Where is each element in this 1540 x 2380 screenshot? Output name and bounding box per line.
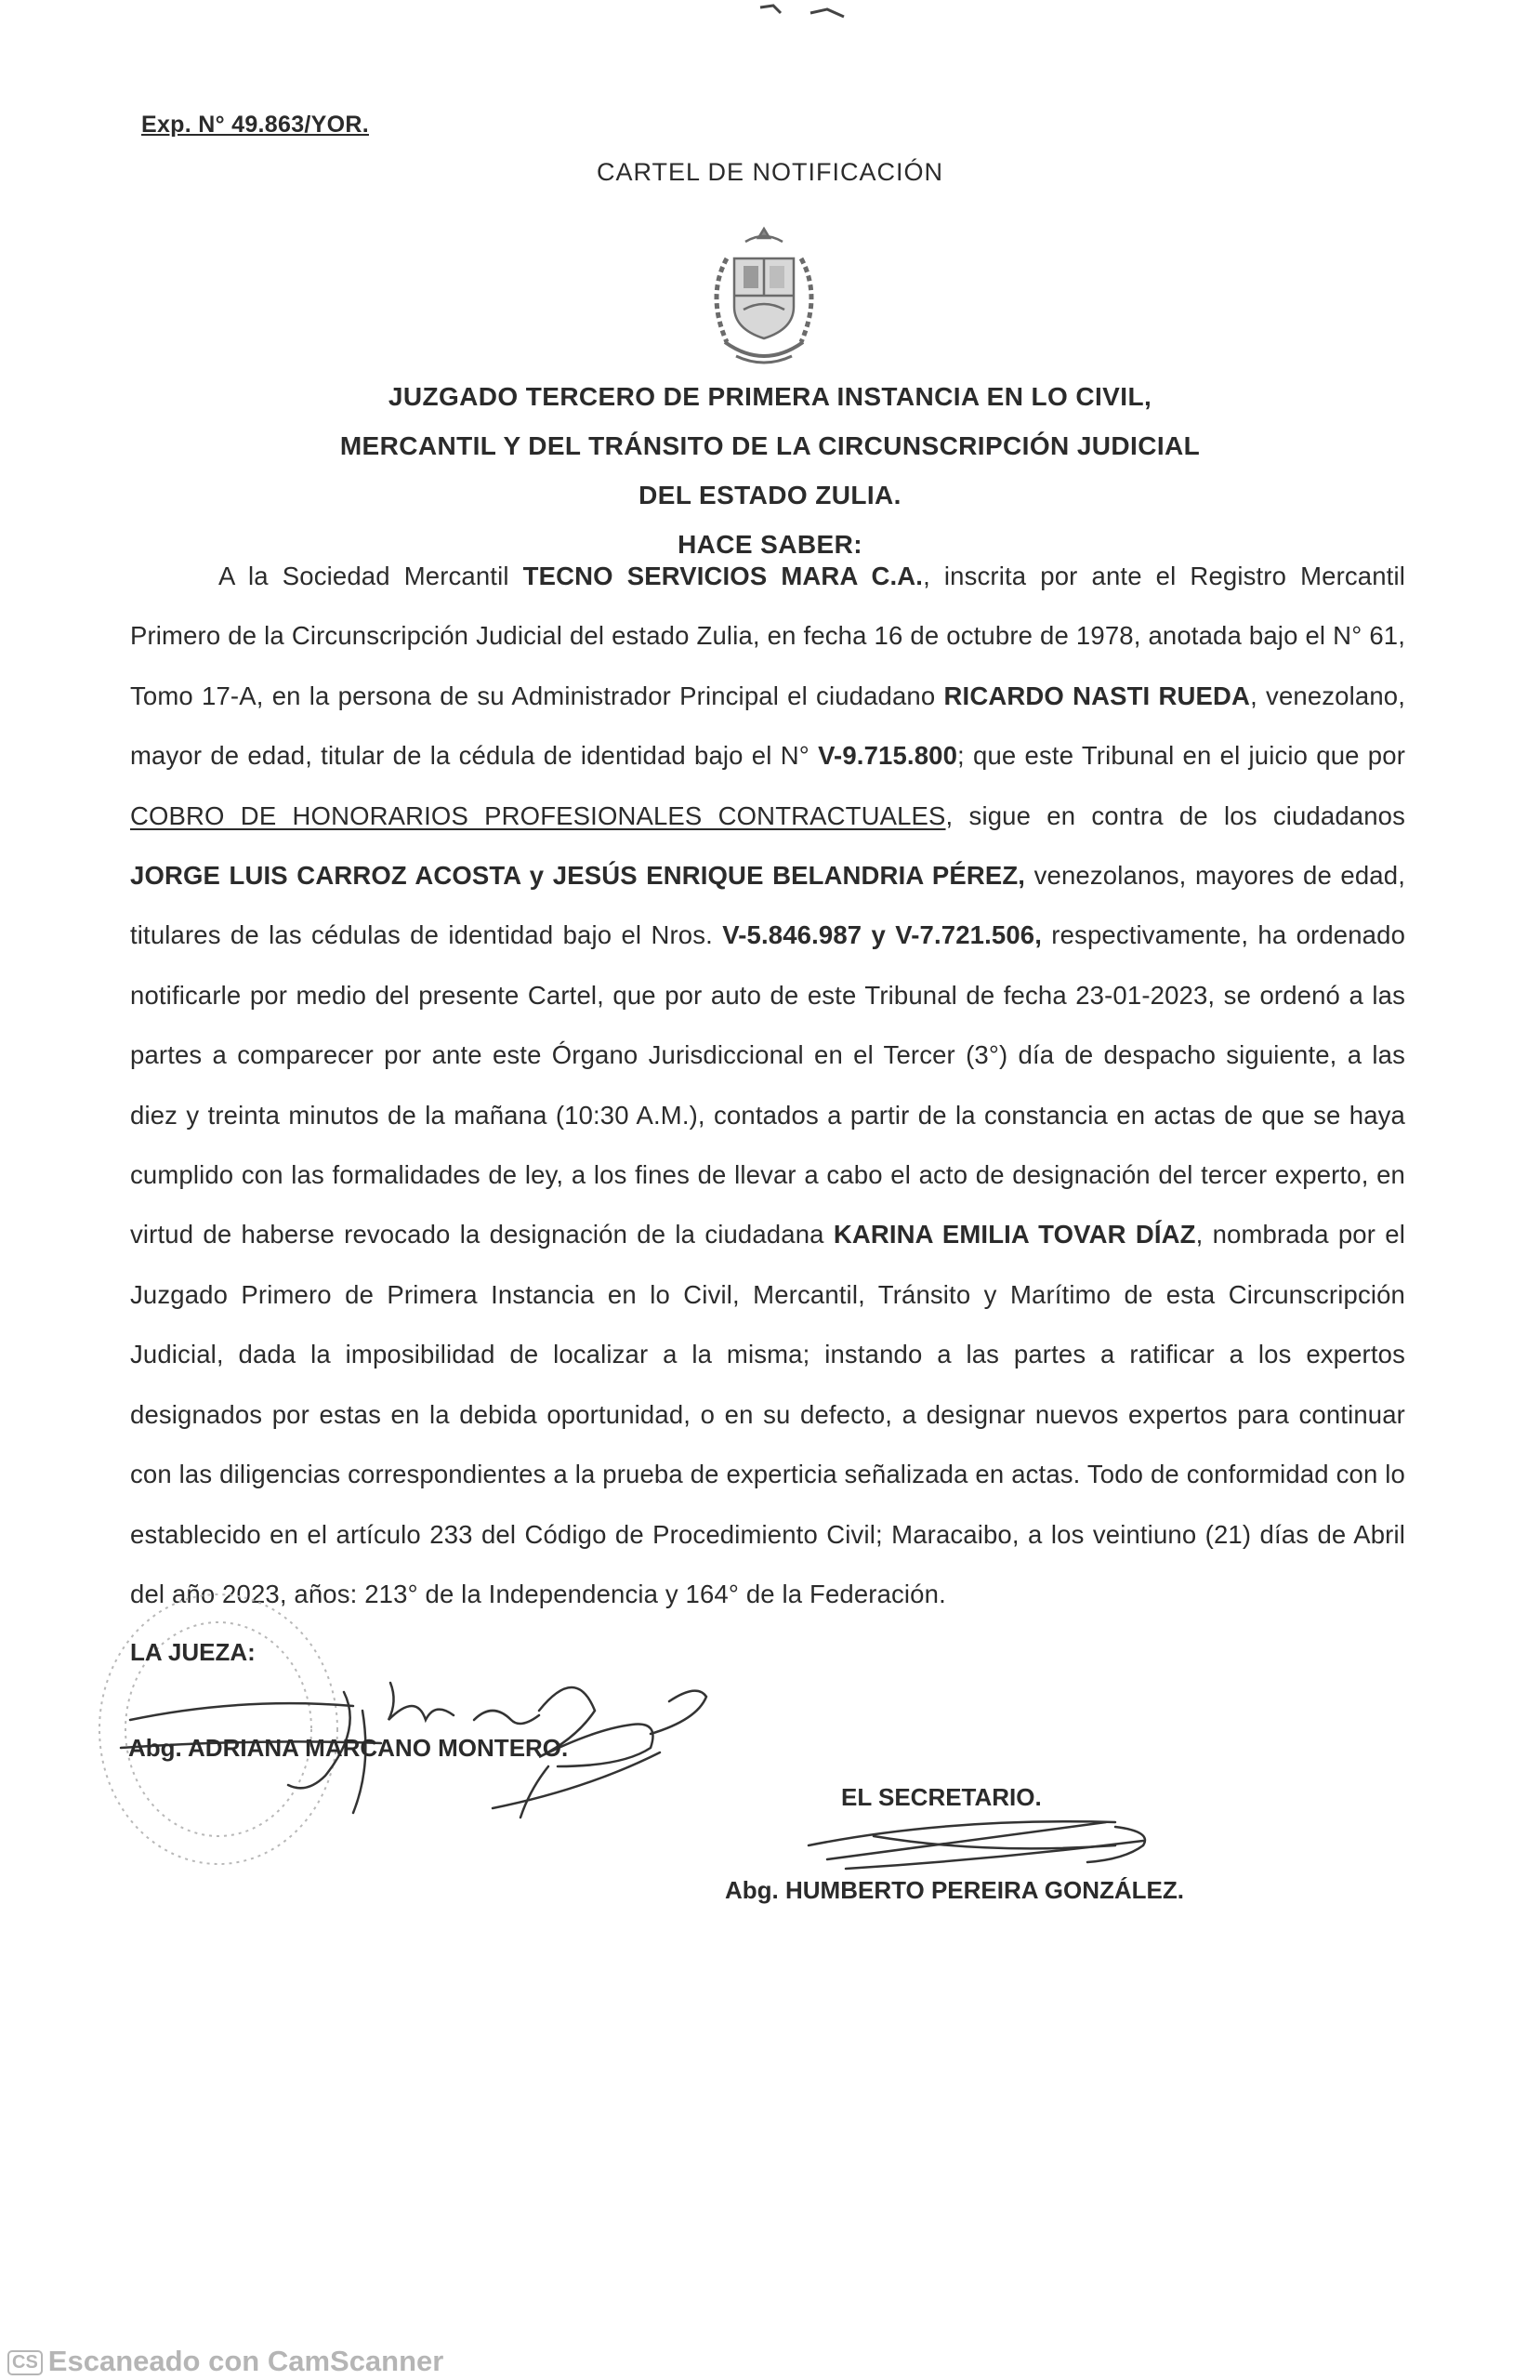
camscanner-watermark bbox=[7, 2345, 443, 2378]
body-text-1: A la Sociedad Mercantil bbox=[218, 562, 523, 590]
body-text-6: venezolanos, mayores de edad, titulares de las cédulas de identidad bajo el Nros. bbox=[130, 861, 1405, 950]
expert-name: KARINA EMILIA TOVAR DÍAZ bbox=[833, 1220, 1196, 1250]
body-text-4: ; que este Tribunal en el juicio que por bbox=[957, 741, 1406, 771]
company-name: TECNO SERVICIOS MARA C.A. bbox=[522, 562, 924, 590]
secretary-name: Abg. HUMBERTO PEREIRA GONZÁLEZ. bbox=[725, 1876, 1184, 1904]
judge-name: Abg. ADRIANA MARCANO MONTERO. bbox=[128, 1734, 569, 1762]
body-text-3: , venezolano, mayor de edad, titular de la cédula de identidad bajo el N° bbox=[130, 681, 1405, 771]
secretary-signature bbox=[790, 1808, 1180, 1883]
case-type: COBRO DE HONORARIOS PROFESIONALES CONTRACTUALES bbox=[130, 800, 946, 830]
administrator-id: V-9.715.800 bbox=[818, 741, 958, 771]
court-line-2: MERCANTIL Y DEL TRÁNSITO DE LA CIRCUNSCRIPCIÓN JUDICIAL bbox=[339, 431, 1201, 460]
document-title: CARTEL DE NOTIFICACIÓN bbox=[596, 158, 944, 186]
court-line-1: JUZGADO TERCERO DE PRIMERA INSTANCIA EN LO CIVIL, bbox=[388, 382, 1152, 411]
body-text-8: , nombrada por el Juzgado Primero de Primera Instancia en lo Civil, Mercantil, Tránsito y Marítimo de esta Circunscripción Judicial, dada la imposibilidad de localizar a la misma; instando a las partes a ratificar a los expertos designados por estas en la debida oportunidad, o en su defecto, a designar nuevos expertos para continuar con las diligencias correspondientes a la prueba de experticia señalizada en actas. Todo de conformidad con lo establecido en el artículo 233 del Código de Procedimiento Civil; Maracaibo, a los veintiuno (21) días de Abril del año 2023, años: 213° de la Independencia y 164° de la Federación. bbox=[130, 1220, 1405, 1608]
case-number: Exp. N° 49.863/YOR. bbox=[141, 112, 369, 138]
body-text-7: respectivamente, ha ordenado notificarle por medio del presente Cartel, que por auto de este Tribunal de fecha 23-01-2023, se ordenó a las partes a comparecer por ante este Órgano Jurisdiccional en el Tercer (3°) día de despacho siguiente, a las diez y treinta minutos de la mañana (10:30 A.M.), contados a partir de la constancia en actas de que se haya cumplido con las formalidades de ley, a los fines de llevar a cabo el acto de designación del tercer experto, en virtud de haberse revocado la designación de la ciudadana bbox=[130, 920, 1406, 1250]
camscanner-logo-icon: CS bbox=[7, 2350, 43, 2375]
court-line-3: DEL ESTADO ZULIA. bbox=[638, 481, 902, 509]
judge-label: LA JUEZA: bbox=[130, 1638, 256, 1666]
coat-of-arms-seal bbox=[690, 221, 838, 375]
administrator-name: RICARDO NASTI RUEDA bbox=[943, 681, 1251, 710]
scan-artifact-mark bbox=[753, 0, 855, 28]
secretary-label: EL SECRETARIO. bbox=[841, 1783, 1042, 1811]
notification-body bbox=[130, 547, 1405, 1624]
defendants-names: JORGE LUIS CARROZ ACOSTA y JESÚS ENRIQUE BELANDRIA PÉREZ, bbox=[130, 861, 1026, 891]
defendants-ids: V-5.846.987 y V-7.721.506, bbox=[722, 920, 1043, 950]
court-header bbox=[186, 372, 1354, 569]
hace-saber-heading: HACE SABER: bbox=[678, 530, 862, 559]
body-text-5: , sigue en contra de los ciudadanos bbox=[945, 800, 1405, 830]
body-text-2: , inscrita por ante el Registro Mercantil Primero de la Circunscripción Judicial del estado Zulia, en fecha 16 de octubre de 1978, anotada bajo el N° 61, Tomo 17-A, en la persona de su Administrador Principal el ciudadano bbox=[130, 562, 1405, 710]
camscanner-text: Escaneado con CamScanner bbox=[47, 2345, 444, 2377]
